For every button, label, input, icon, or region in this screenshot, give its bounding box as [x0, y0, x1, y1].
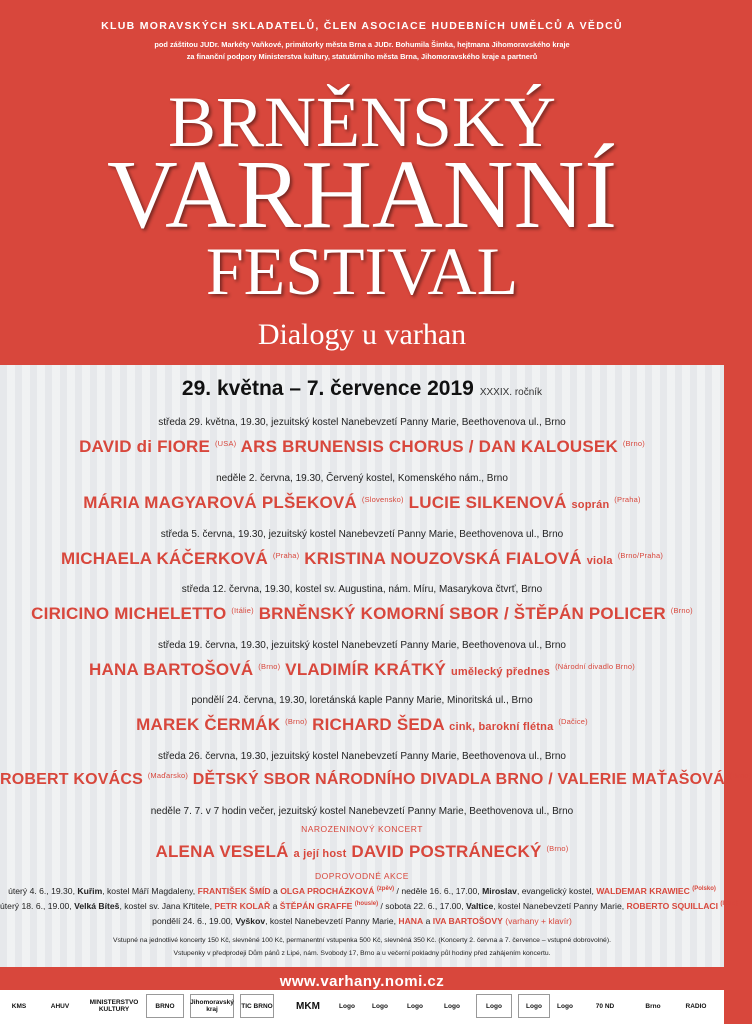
logo-mkm: MKM [296, 1000, 320, 1012]
origin-a: (Brno) [285, 717, 308, 726]
organizer: KLUB MORAVSKÝCH SKLADATELŮ, ČLEN ASOCIACE HUDEBNÍCH UMĚLCŮ A VĚDCŮ [101, 20, 623, 32]
extra-events-line: pondělí 24. 6., 19.00, Vyškov, kostel Nanebevzetí Panny Marie, HANA a IVA BARTOŠOVY (varhany + klavír) [152, 916, 572, 926]
concert-info: středa 29. května, 19.30, jezuitský kostel Nanebevzetí Panny Marie, Beethovenova ul., Brno [158, 417, 566, 428]
logo-brno: BRNO [146, 994, 184, 1018]
role-b: umělecký přednes [450, 666, 551, 678]
concert-performers [0, 493, 724, 513]
origin-a: (Maďarsko) [147, 771, 189, 780]
concert-info: neděle 2. června, 19.30, Červený kostel, Komenského nám., Brno [216, 473, 508, 484]
logo-partner: Logo [444, 1002, 460, 1010]
tagline: Dialogy u varhan [257, 318, 467, 351]
concert-performers [0, 660, 724, 680]
final-concert-performers [0, 842, 724, 862]
performer-b: KRISTINA NOUZOVSKÁ FIALOVÁ [304, 549, 582, 568]
origin-a: (Brno) [258, 662, 281, 671]
logo-ahuv: AHUV [50, 1002, 70, 1010]
logo-ministry: MINISTERSTVO KULTURY [89, 999, 139, 1013]
logo-nd: 70 ND [595, 1002, 615, 1010]
origin-a: (USA) [214, 439, 237, 448]
concert-performers [0, 771, 752, 789]
logo-partner: Logo [518, 994, 550, 1018]
origin-b: (Národní divadlo Brno) [555, 662, 635, 671]
extra-events-line: úterý 18. 6., 19.00, Velká Bíteš, kostel sv. Jana Křtitele, PETR KOLAŘ a ŠTĚPÁN GRAFFE $^{(housle)}$ / sobota 22. 6., 17.00, Valtice, kostel Nanebevzetí Panny Marie, ROBERTO SQUILLACI $^{(Itálie)}$ [0, 901, 739, 911]
origin-b: (Brno) [622, 439, 645, 448]
extra-events-line: úterý 4. 6., 19.30, Kuřim, kostel Máří Magdaleny, FRANTIŠEK ŠMÍD a OLGA PROCHÁZKOVÁ $^{(zpěv)}$ / neděle 16. 6., 17.00, Miroslav, evangelický kostel, WALDEMAR KRAWIEC $^{(Polsko)}$ [8, 886, 716, 896]
concert-performers [0, 549, 724, 569]
performer-b: VLADIMÍR KRÁTKÝ [285, 660, 446, 679]
performer-a: MAREK ČERMÁK [136, 715, 281, 734]
performer-a: ALENA VESELÁ [155, 842, 289, 861]
title-line-1: BRNĚNSKÝ [167, 82, 557, 162]
role-b: soprán [571, 499, 610, 511]
date-range: 29. května – 7. července 2019 [181, 377, 474, 400]
concert-info: středa 5. června, 19.30, jezuitský kostel Nanebevzetí Panny Marie, Beethovenova ul., Brno [160, 529, 564, 540]
birthday-concert-label: NAROZENINOVÝ KONCERT [301, 824, 423, 834]
concert-performers [0, 604, 724, 624]
logo-region: Jihomoravský kraj [190, 994, 234, 1018]
performer-a: MICHAELA KÁČERKOVÁ [60, 549, 268, 568]
concert-info: pondělí 24. června, 19.30, loretánská kaple Panny Marie, Minoritská ul., Brno [191, 695, 533, 706]
logo-brno-ticket: Brno [645, 1002, 661, 1010]
origin-b: (Brno) [546, 844, 569, 853]
support-text: za finanční podpory Ministerstva kultury, statutárního města Brna, Jihomoravského kraje a partnerů [186, 52, 538, 61]
performer-a: ROBERT KOVÁCS [0, 771, 144, 788]
origin-b: (Praha) [614, 495, 641, 504]
title-line-3: FESTIVAL [205, 233, 519, 309]
logo-partner: Logo [557, 1002, 573, 1010]
extra-events-label: DOPROVODNÉ AKCE [315, 871, 409, 881]
website-link[interactable]: www.varhany.nomi.cz [279, 973, 445, 990]
guest-text: a její host [293, 848, 347, 860]
edition: XXXIX. ročník [479, 387, 543, 398]
performer-b: LUCIE SILKENOVÁ [408, 493, 567, 512]
performer-b: DĚTSKÝ SBOR NÁRODNÍHO DIVADLA BRNO / VALERIE MAŤAŠOVÁ [192, 771, 725, 788]
concert-info: středa 26. června, 19.30, jezuitský kostel Nanebevzetí Panny Marie, Beethovenova ul., Brno [157, 751, 566, 762]
performer-a: MÁRIA MAGYAROVÁ PLŠEKOVÁ [83, 493, 357, 512]
festival-dates [0, 377, 724, 401]
logo-partner: Logo [407, 1002, 423, 1010]
ticket-prices: Vstupné na jednotlivé koncerty 150 Kč, slevněné 100 Kč, permanentní vstupenka 500 Kč, slevněná 350 Kč. (Koncerty 2. června a 7. července – vstupné dobrovolné). [113, 937, 611, 944]
logo-partner: Logo [372, 1002, 388, 1010]
logo-partner: Logo [339, 1002, 355, 1010]
ticket-sales: Vstupenky v předprodeji Dům pánů z Lipé, nám. Svobody 17, Brno a u večerní pokladny půl hodiny před zahájením koncertu. [173, 950, 551, 957]
header-banner [0, 0, 724, 365]
logo-radio: RADIO [685, 1002, 707, 1010]
logo-tic: TIC BRNO [240, 994, 274, 1018]
origin-a: (Itálie) [231, 606, 254, 615]
performer-b: BRNĚNSKÝ KOMORNÍ SBOR / ŠTĚPÁN POLICER [258, 604, 666, 623]
origin-b: (Brno) [729, 771, 752, 780]
performer-a: DAVID di FIORE [79, 437, 211, 456]
role-b: cink, barokní flétna [449, 721, 554, 733]
final-concert-info: neděle 7. 7. v 7 hodin večer, jezuitský kostel Nanebevzetí Panny Marie, Beethovenova ul., Brno [150, 806, 574, 817]
concert-info: středa 19. června, 19.30, jezuitský kostel Nanebevzetí Panny Marie, Beethovenova ul., Brno [157, 640, 566, 651]
role-b: viola [586, 555, 613, 567]
logo-kms: KMS [11, 1002, 27, 1010]
program-panel [0, 365, 752, 967]
origin-a: (Slovensko) [361, 495, 404, 504]
concert-info: středa 12. června, 19.30, kostel sv. Augustina, nám. Míru, Masarykova čtvrť, Brno [181, 584, 543, 595]
title-line-2: VARHANNÍ [106, 141, 617, 249]
performer-b: RICHARD ŠEDA [312, 715, 445, 734]
performer-a: HANA BARTOŠOVÁ [89, 660, 254, 679]
origin-a: (Praha) [272, 551, 300, 560]
patronage-text: pod záštitou JUDr. Markéty Vaňkové, primátorky města Brna a JUDr. Bohumila Šimka, hejtmana Jihomoravského kraje [154, 40, 570, 49]
performer-a: CIRICINO MICHELETTO [31, 604, 227, 623]
origin-b: (Dačice) [558, 717, 588, 726]
origin-b: (Brno) [670, 606, 693, 615]
origin-b: (Brno/Praha) [617, 551, 664, 560]
logo-partner: Logo [476, 994, 512, 1018]
partner-logos [0, 990, 724, 1024]
performer-b: ARS BRUNENSIS CHORUS / DAN KALOUSEK [240, 437, 618, 456]
concert-performers [0, 437, 724, 457]
concert-performers [0, 715, 724, 735]
performer-b: DAVID POSTRÁNECKÝ [351, 842, 542, 861]
